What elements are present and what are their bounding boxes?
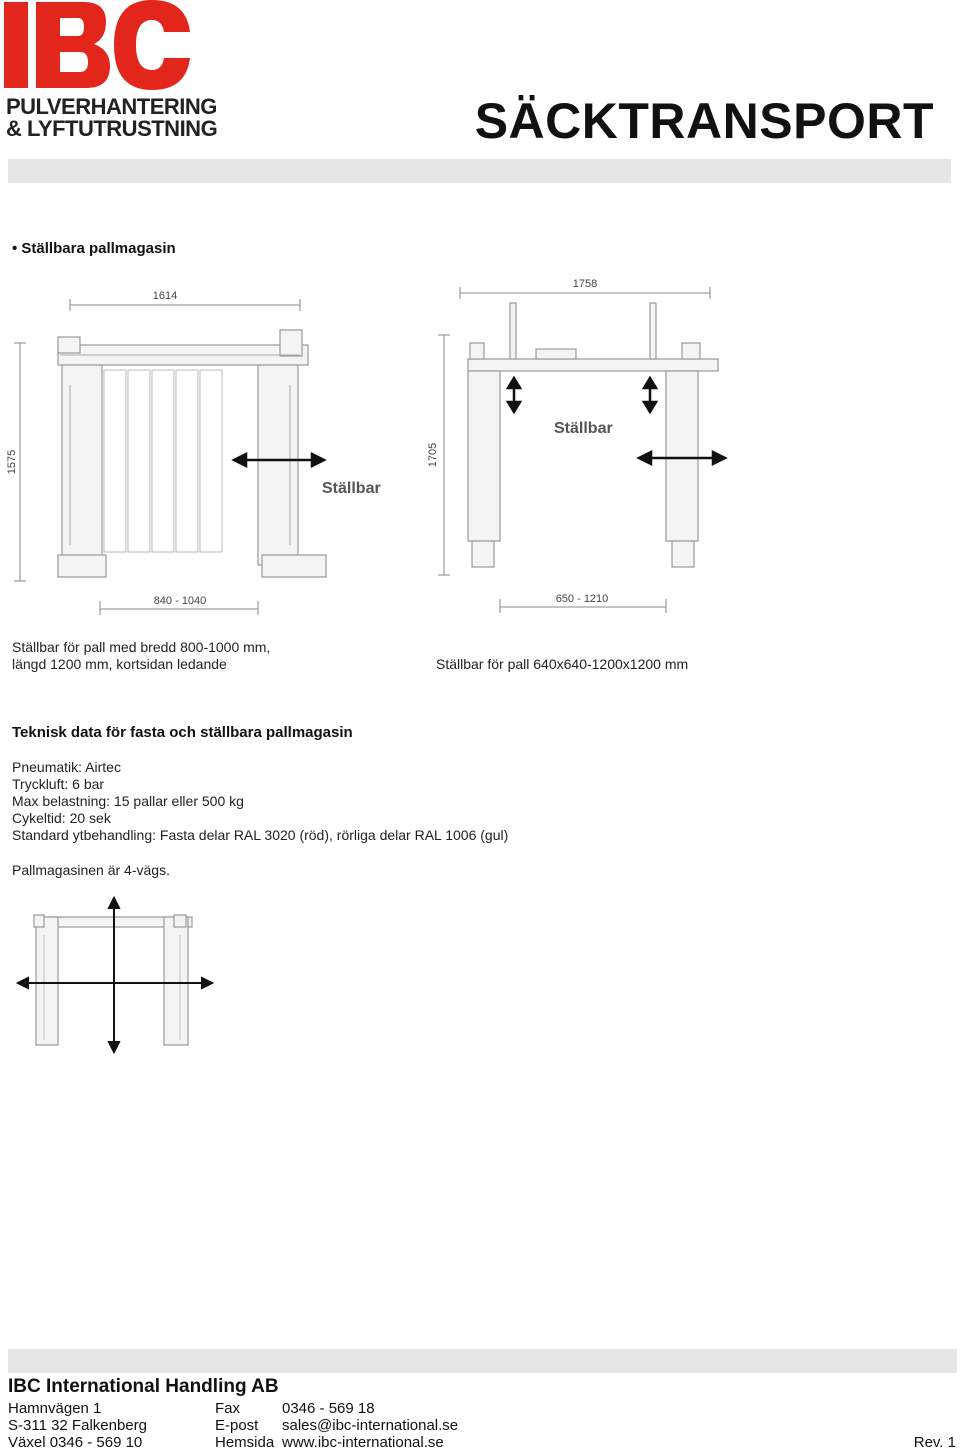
left-caption-line1: Ställbar för pall med bredd 800-1000 mm, (12, 639, 271, 655)
left-drawing (0, 275, 381, 620)
right-dim-side: 1705 (427, 442, 439, 468)
logo-line-2: & LYFTUTRUSTNING (6, 116, 218, 141)
email-label: E-post (215, 1417, 259, 1434)
header-divider-bar (8, 159, 951, 183)
right-drawing (410, 275, 740, 620)
ibc-logo-mark (4, 2, 190, 90)
fax-label: Fax (215, 1400, 241, 1417)
fax-number: 0346 - 569 18 (282, 1400, 375, 1417)
phone: Växel 0346 - 569 10 (8, 1434, 143, 1451)
specs-heading: Teknisk data för fasta och ställbara pallmagasin (12, 724, 353, 741)
right-dim-bottom: 650 - 1210 (555, 593, 609, 605)
spec-line: Cykeltid: 20 sek (12, 810, 111, 826)
address-line1: Hamnvägen 1 (8, 1400, 102, 1417)
spec-line: Standard ytbehandling: Fasta delar RAL 3020 (röd), rörliga delar RAL 1006 (gul) (12, 827, 509, 843)
left-dim-bottom: 840 - 1040 (153, 595, 207, 607)
company-name: IBC International Handling AB (8, 1376, 279, 1397)
spec-line: Max belastning: 15 pallar eller 500 kg (12, 793, 244, 809)
four-way-note: Pallmagasinen är 4-vägs. (12, 862, 170, 878)
left-dim-top: 1614 (152, 290, 178, 302)
address-line2: S-311 32 Falkenberg (8, 1417, 147, 1434)
right-label: Ställbar (554, 420, 613, 437)
ibc-logo (4, 2, 190, 90)
footer-divider-bar (8, 1349, 957, 1373)
revision: Rev. 1 (913, 1434, 956, 1451)
web-link[interactable]: www.ibc-international.se (282, 1434, 444, 1451)
logo-line-1: PULVERHANTERING (6, 94, 217, 119)
spec-line: Pneumatik: Airtec (12, 759, 121, 775)
left-caption (12, 639, 270, 673)
right-caption: Ställbar för pall 640x640-1200x1200 mm (436, 656, 689, 672)
left-dim-side: 1575 (6, 449, 18, 475)
right-dim-top: 1758 (572, 278, 598, 290)
section-heading: • Ställbara pallmagasin (12, 240, 176, 257)
left-label: Ställbar (322, 480, 381, 497)
specs-list (12, 759, 508, 844)
four-way-drawing (14, 895, 214, 1060)
web-label: Hemsida (215, 1434, 275, 1451)
spec-line: Tryckluft: 6 bar (12, 776, 105, 792)
email-link[interactable]: sales@ibc-international.se (282, 1417, 459, 1434)
left-caption-line2: längd 1200 mm, kortsidan ledande (12, 656, 227, 672)
page-title: SÄCKTRANSPORT (474, 93, 934, 149)
